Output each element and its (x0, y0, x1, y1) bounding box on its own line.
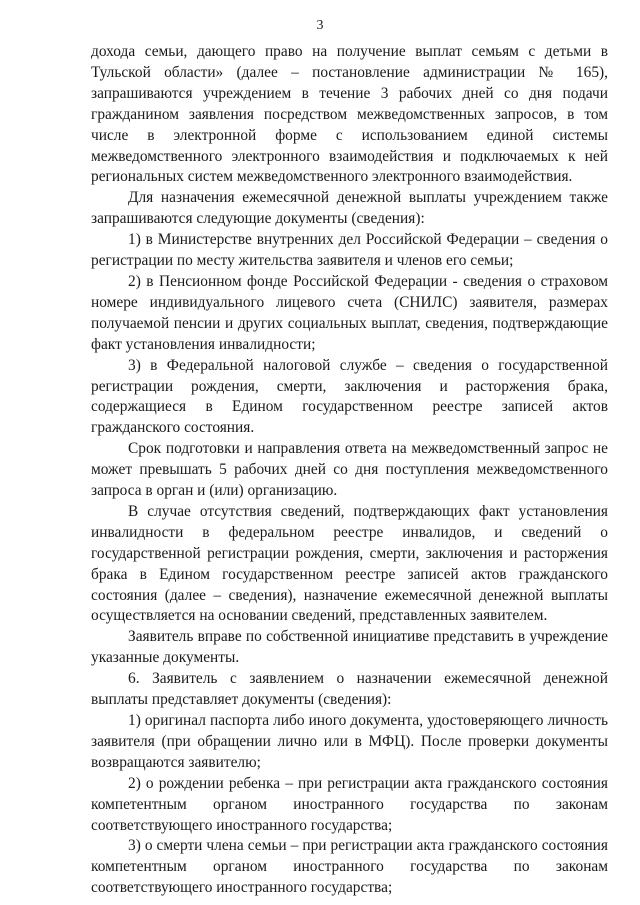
paragraph: 3) о смерти члена семьи – при регистрации акта гражданского состояния компетентным органом иностранного государства по законам соответствующего иностранного государства; (91, 837, 608, 897)
paragraph: 2) о рождении ребенка – при регистрации акта гражданского состояния компетентным органом иностранного государства по законам соответствующего иностранного государства; (91, 774, 608, 834)
paragraph: 6. Заявитель с заявлением о назначении ежемесячной денежной выплаты представляет документы (сведения): (91, 670, 608, 709)
page-number: 3 (316, 18, 324, 33)
paragraph: Срок подготовки и направления ответа на межведомственный запрос не может превышать 5 рабочих дней со дня поступления межведомственного запроса в орган и (или) организацию. (91, 440, 608, 500)
paragraph: 3) в Федеральной налоговой службе – сведения о государственной регистрации рождения, смерти, заключения и расторжения брака, содержащиеся в Едином государственном реестре записей актов гражданского состояния. (91, 356, 608, 437)
document-body (91, 42, 608, 899)
paragraph: 2) в Пенсионном фонде Российской Федерации - сведения о страховом номере индивидуального лицевого счета (СНИЛС) заявителя, размерах получаемой пенсии и других социальных выплат, сведения, подтверждающие факт установления инвалидности; (91, 272, 608, 353)
paragraph: Для назначения ежемесячной денежной выплаты учреждением также запрашиваются следующие документы (сведения): (91, 189, 608, 228)
paragraph: 1) оригинал паспорта либо иного документа, удостоверяющего личность заявителя (при обращении лично или в МФЦ). После проверки документы возвращаются заявителю; (91, 712, 608, 771)
paragraph: В случае отсутствия сведений, подтверждающих факт установления инвалидности в федеральном реестре инвалидов, и сведений о государственной регистрации рождения, смерти, заключения и расторжения брака в Едином государственном реестре записей актов гражданского состояния (далее – сведения), назначение ежемесячной денежной выплаты осуществляется на основании сведений, представленных заявителем. (91, 502, 608, 625)
paragraph: Заявитель вправе по собственной инициативе представить в учреждение указанные документы. (91, 628, 608, 667)
paragraph: дохода семьи, дающего право на получение выплат семьям с детьми в Тульской области» (далее – постановление администрации № 165), запрашиваются учреждением в течение 3 рабочих дней со дня подачи гражданином заявления посредством межведомственных запросов, в том числе в электронной форме с использованием единой системы межведомственного электронного взаимодействия и подключаемых к ней региональных систем межведомственного электронного взаимодействия. (91, 43, 608, 186)
paragraph: 1) в Министерстве внутренних дел Российской Федерации – сведения о регистрации по месту жительства заявителя и членов его семьи; (91, 231, 608, 270)
